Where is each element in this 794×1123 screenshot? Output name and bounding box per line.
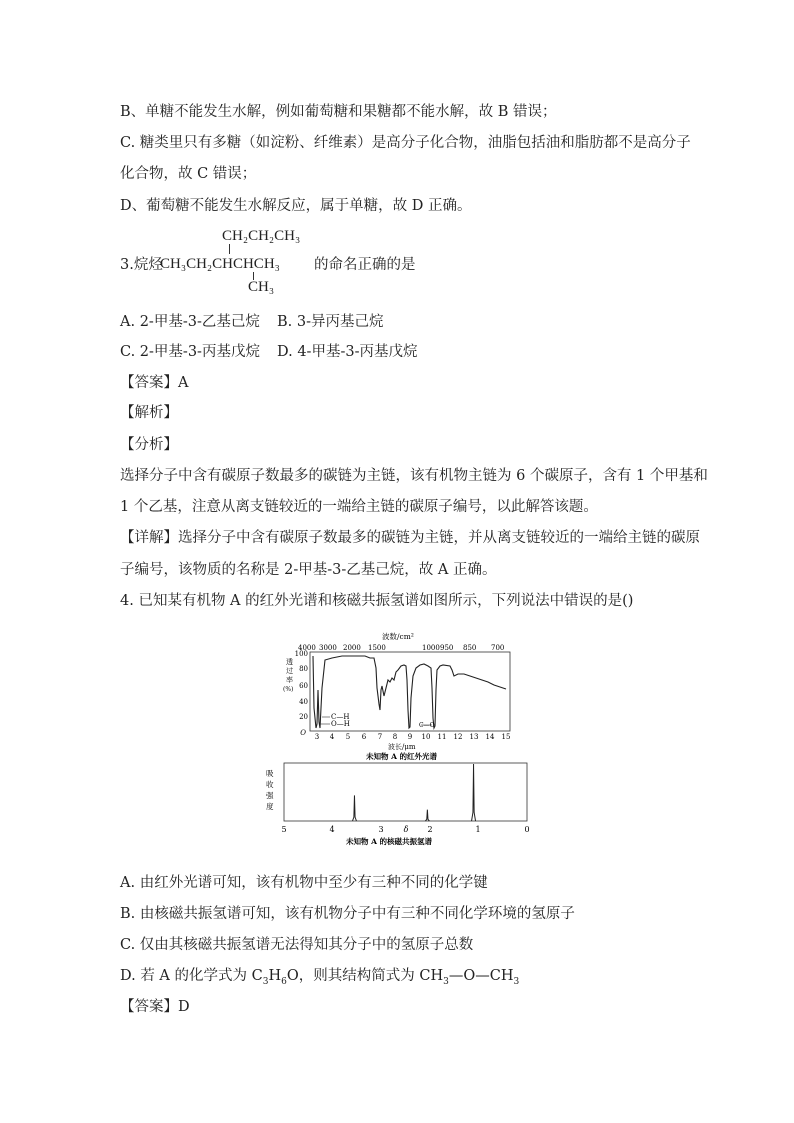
option-d: D. 4-甲基-3-丙基戊烷 xyxy=(277,344,418,360)
ir-y-tick: 40 xyxy=(299,698,308,706)
ir-top-tick: 3000 xyxy=(319,644,337,652)
ir-y-label-char: 率 xyxy=(286,676,293,684)
ir-x-tick: 5 xyxy=(345,733,351,741)
answer-explanation-d: D、葡萄糖不能发生水解反应，属于单糖，故 D 正确。 xyxy=(120,198,472,214)
analysis-text-1: 选择分子中含有碳原子数最多的碳链为主链，该有机物主链为 6 个碳原子，含有 1 个甲基和 xyxy=(120,468,708,484)
nmr-y-label-char: 吸 xyxy=(266,769,274,778)
nmr-x-tick: 0 xyxy=(524,825,530,834)
nmr-peak xyxy=(425,810,429,821)
q4-d-text: H xyxy=(268,968,282,984)
ir-x-tick: 14 xyxy=(485,733,495,741)
option-a: A. 2-甲基-3-乙基己烷 xyxy=(120,314,260,330)
ir-annotations xyxy=(320,713,435,729)
ir-y-tick: 80 xyxy=(299,665,308,673)
ir-top-tick: 4000 xyxy=(298,644,316,652)
ir-x-tick: 6 xyxy=(361,733,367,741)
analysis-subheading: 【分析】 xyxy=(120,437,178,453)
ir-x-tick: 13 xyxy=(469,733,479,741)
ir-x-ticks xyxy=(315,733,511,741)
formula-branch-bottom: CH₃ xyxy=(248,279,275,295)
q3-prefix: 3.烷烃 xyxy=(120,257,163,273)
ir-x-tick: 12 xyxy=(453,733,463,741)
detail-text-1: 【详解】选择分子中含有碳原子数最多的碳链为主链，并从离支链较近的一端给主链的碳原 xyxy=(120,530,700,546)
nmr-y-label-char: 收 xyxy=(266,780,274,789)
q4-d-text: —O—CH xyxy=(448,968,514,984)
q3-suffix: 的命名正确的是 xyxy=(314,257,416,273)
formula-main-chain: CH₃CH₂CHCHCH₃ xyxy=(160,256,280,272)
nmr-x-tick: δ xyxy=(403,825,409,834)
subscript: 3 xyxy=(513,976,520,987)
nmr-x-ticks xyxy=(281,825,529,834)
ir-y-label-char: 过 xyxy=(286,667,293,675)
ir-caption: 未知物 A 的红外光谱 xyxy=(366,752,438,761)
q4-option-a: A. 由红外光谱可知，该有机物中至少有三种不同的化学键 xyxy=(120,875,488,891)
analysis-text-2: 1 个乙基，注意从离支链较近的一端给主链的碳原子编号，以此解答该题。 xyxy=(120,499,598,515)
ir-annot-ch: C—H xyxy=(331,713,350,721)
answer-explanation-c-cont: 化合物，故 C 错误； xyxy=(120,166,257,182)
ir-spectrum-figure xyxy=(270,628,530,764)
ir-y-tick: 60 xyxy=(299,682,308,690)
nmr-x-tick: 3 xyxy=(378,825,384,834)
ir-top-tick: 1500 xyxy=(368,644,386,652)
nmr-x-tick: 4 xyxy=(329,825,335,834)
ir-x-tick: 3 xyxy=(314,733,320,741)
ir-top-tick: 850 xyxy=(463,644,477,652)
ir-x-tick: 7 xyxy=(377,733,383,741)
ir-y-label-char: 透 xyxy=(286,658,293,666)
subscript: 3 xyxy=(443,976,449,987)
ir-y-tick: 100 xyxy=(294,650,308,658)
formula-bond-top xyxy=(229,244,230,254)
answer-label: 【答案】A xyxy=(120,375,189,391)
answer-label-2: 【答案】D xyxy=(120,999,190,1015)
nmr-x-tick: 1 xyxy=(475,825,481,834)
ir-y-ticks xyxy=(295,650,308,737)
nmr-peak xyxy=(472,764,476,821)
q4-option-b: B. 由核磁共振氢谱可知，该有机物分子中有三种不同化学环境的氢原子 xyxy=(120,906,575,922)
ir-top-tick: 1000 xyxy=(422,644,440,652)
answer-explanation-c: C. 糖类里只有多糖（如淀粉、纤维素）是高分子化合物，油脂包括油和脂肪都不是高分子 xyxy=(120,135,691,151)
q4-option-d xyxy=(120,967,519,991)
q4-option-c: C. 仅由其核磁共振氢谱无法得知其分子中的氢原子总数 xyxy=(120,937,474,953)
nmr-y-label-char: 度 xyxy=(266,802,274,811)
nmr-peaks xyxy=(352,764,475,821)
ir-y-tick: 20 xyxy=(299,713,308,721)
nmr-spectrum-figure xyxy=(266,762,540,848)
ir-x-tick: 4 xyxy=(329,733,335,741)
nmr-caption: 未知物 A 的核磁共振氢谱 xyxy=(346,837,433,846)
option-c: C. 2-甲基-3-丙基戊烷 xyxy=(120,344,260,360)
ir-y-label-char: (%) xyxy=(283,686,294,693)
formula-branch-top: CH₂CH₂CH₃ xyxy=(222,228,301,244)
ir-annot-co: C—O xyxy=(419,722,435,729)
ir-top-ticks xyxy=(298,644,504,652)
ir-top-tick: 2000 xyxy=(343,644,361,652)
detail-text-2: 子编号，该物质的名称是 2-甲基-3-乙基己烷，故 A 正确。 xyxy=(120,562,497,578)
ir-y-tick: O xyxy=(300,729,306,737)
q4-d-text: O，则其结构简式为 CH xyxy=(286,968,444,984)
nmr-x-tick: 5 xyxy=(281,825,287,834)
ir-annot-oh: O—H xyxy=(331,720,350,728)
nmr-x-tick: 2 xyxy=(427,825,433,834)
ir-x-tick: 11 xyxy=(437,733,447,741)
answer-explanation-b: B、单糖不能发生水解，例如葡萄糖和果糖都不能水解，故 B 错误； xyxy=(120,104,557,120)
ir-top-axis-label: 波数/cm² xyxy=(382,632,414,641)
ir-y-label xyxy=(283,657,293,693)
ir-x-label: 波长/μm xyxy=(388,743,416,751)
ir-x-tick: 10 xyxy=(421,733,431,741)
ir-top-tick: 700 xyxy=(491,644,505,652)
nmr-plot-frame xyxy=(284,763,527,821)
ir-x-tick: 9 xyxy=(407,733,413,741)
option-b: B. 3-异丙基己烷 xyxy=(277,314,384,330)
analysis-heading: 【解析】 xyxy=(120,405,178,421)
ir-x-tick: 15 xyxy=(501,733,511,741)
q4-d-text: D. 若 A 的化学式为 C xyxy=(120,968,263,984)
nmr-y-label-char: 强 xyxy=(266,791,274,800)
ir-x-tick: 8 xyxy=(392,733,398,741)
question-4: 4. 已知某有机物 A 的红外光谱和核磁共振氢谱如图所示，下列说法中错误的是() xyxy=(120,593,634,609)
ir-top-tick: 950 xyxy=(440,644,454,652)
nmr-y-label xyxy=(266,769,274,811)
subscript: 3 xyxy=(262,976,269,987)
subscript: 6 xyxy=(281,976,287,987)
nmr-peak xyxy=(352,795,356,821)
